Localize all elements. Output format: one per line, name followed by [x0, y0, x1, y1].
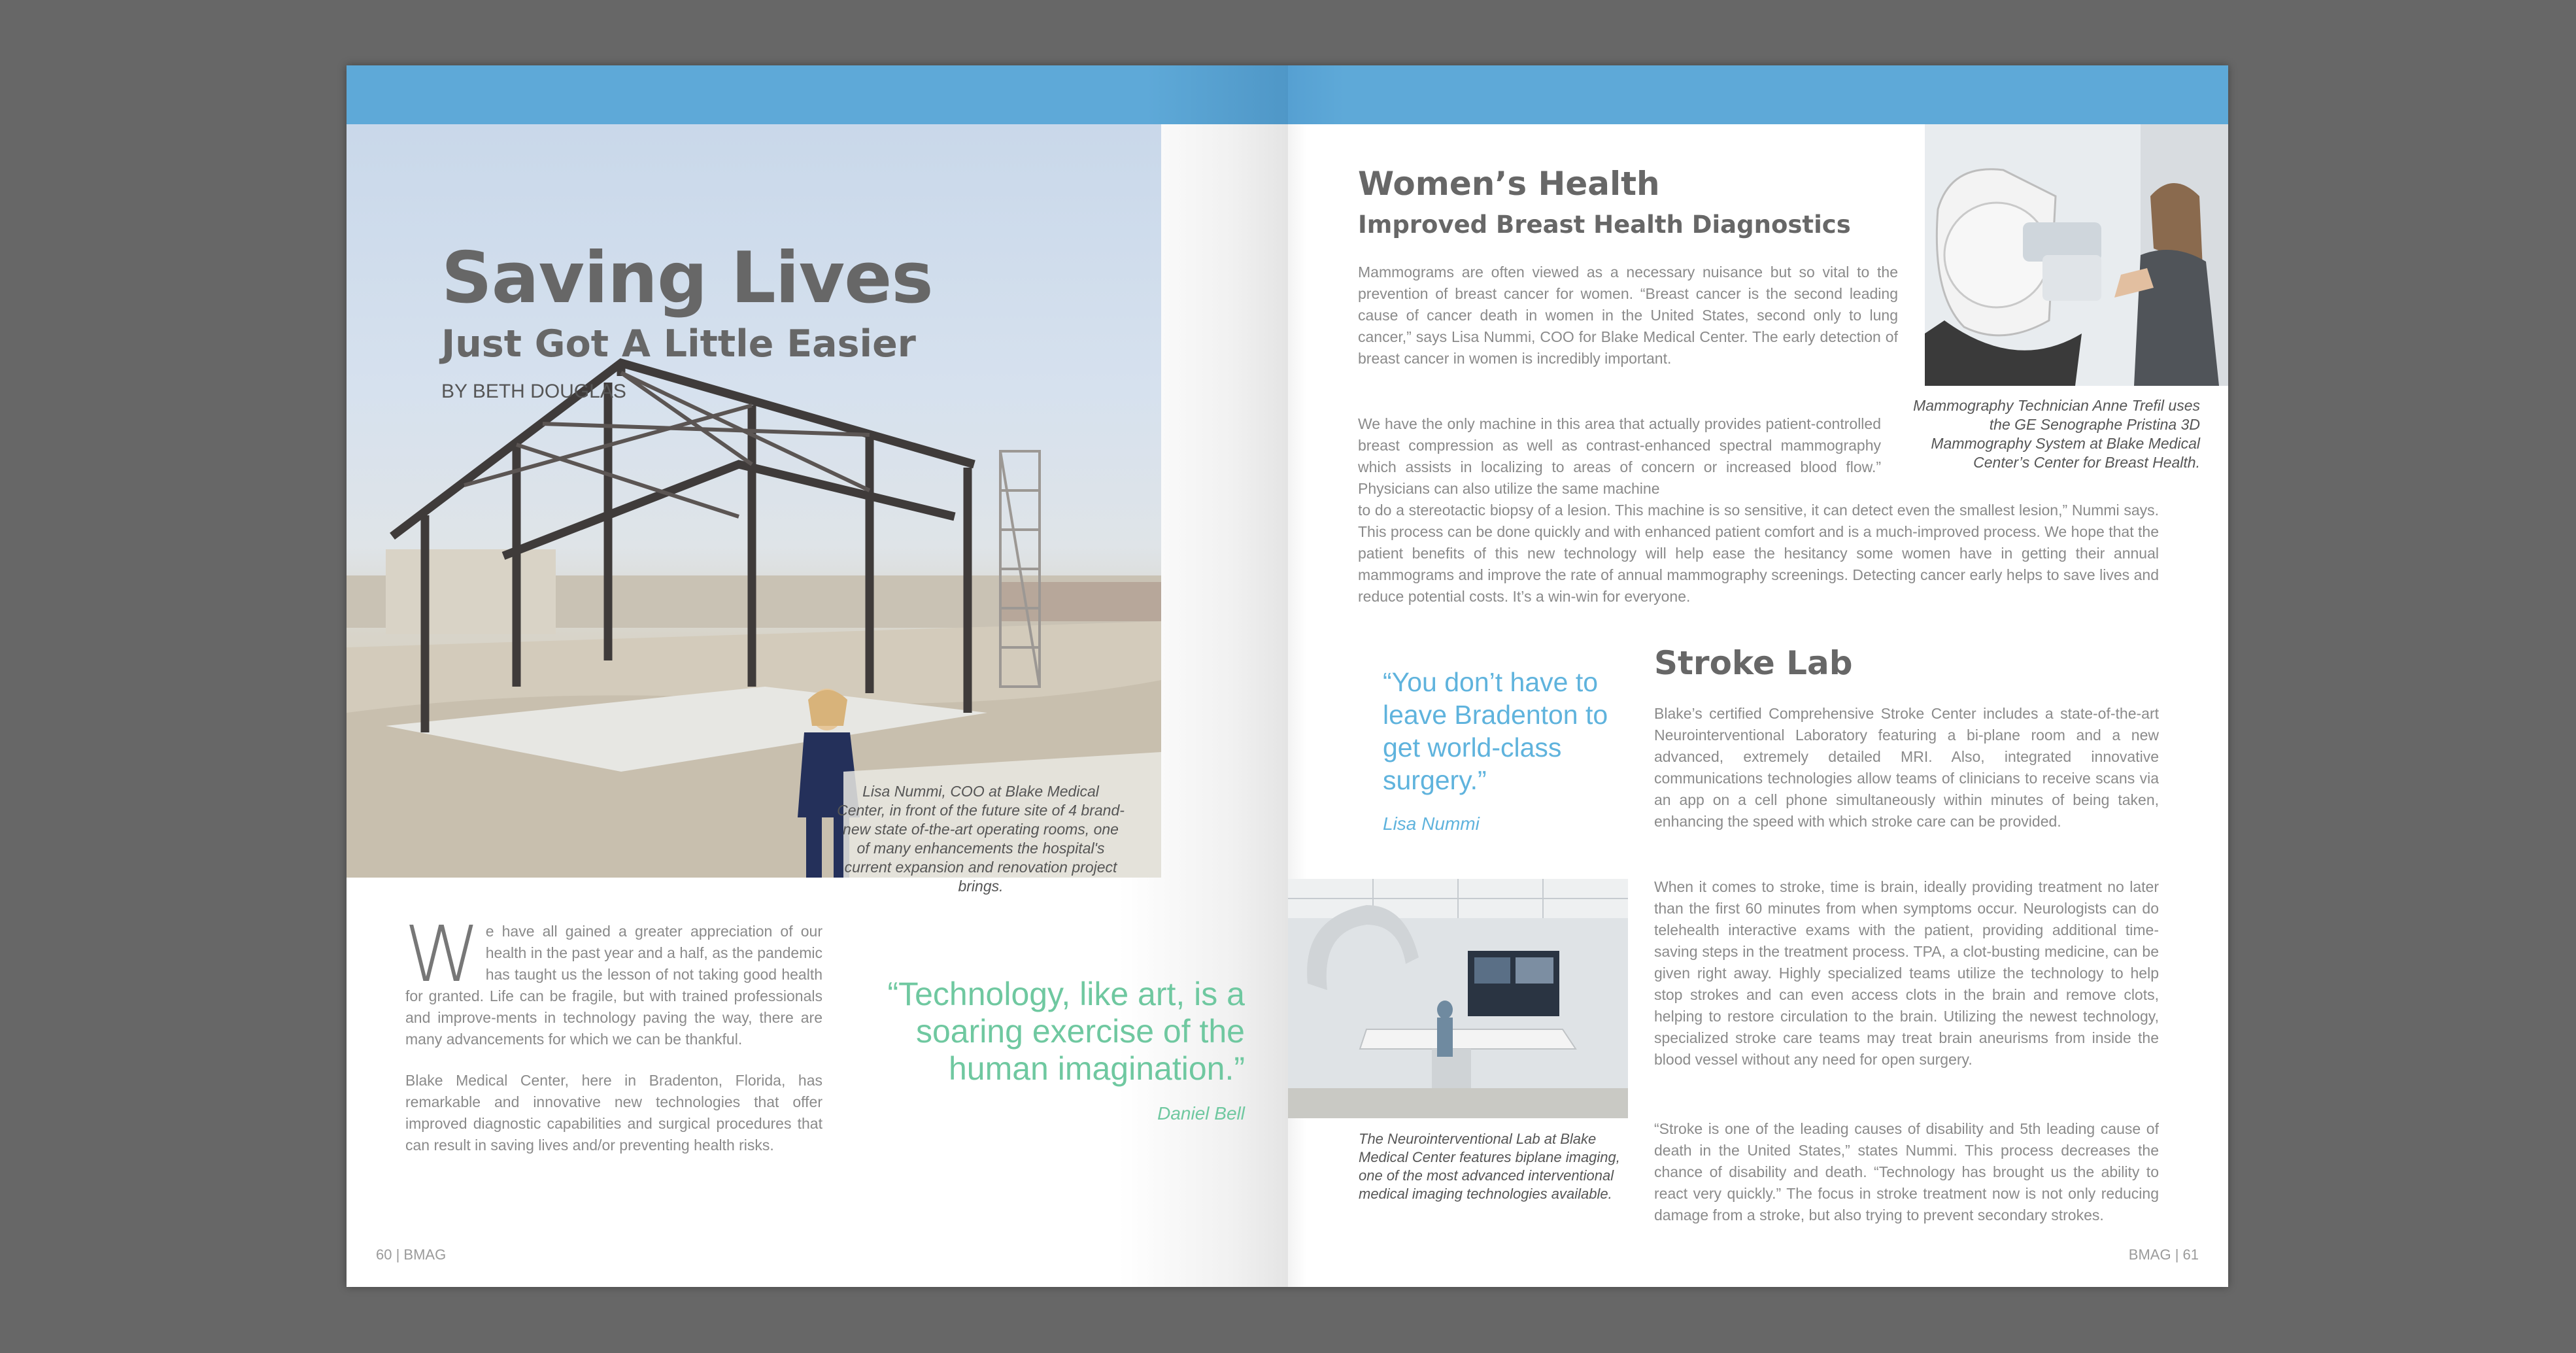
pull-quote-author: Lisa Nummi	[1383, 814, 1480, 834]
womens-health-paragraph-1: Mammograms are often viewed as a necessary nuisance but so vital to the prevention of breast cancer for women. “Breast cancer is the second leading cause of cancer death in women in the United States, second only to lung cancer,” says Lisa Nummi, COO for Blake Medical Center. The early detection of breast cancer in women is incredibly important.	[1358, 264, 1898, 367]
pull-quote	[843, 976, 1245, 1124]
header-bar	[1288, 65, 2228, 124]
mammography-photo	[1925, 124, 2228, 386]
stroke-lab-paragraph-3: “Stroke is one of the leading causes of disability and 5th leading cause of death in the United States,” states Nummi. This process decreases the chance of disability and death. “Technology has brought us the ability to react very quickly.” The focus in stroke treatment now is not only reducing damage from a stroke, but also trying to prevent secondary strokes.	[1654, 1120, 2159, 1224]
drop-cap: W	[404, 909, 481, 999]
neurointerventional-lab-photo	[1288, 879, 1628, 1118]
intro-paragraph-1: e have all gained a greater appreciation of our health in the past year and a half, as the pandemic has taught us the lesson of not taking good health for granted. Life can be fragile, but with trained professionals and improve-ments in technology paving the way, there are many advancements for which we can be thankful.	[405, 923, 822, 1048]
page-folio: BMAG | 61	[2128, 1246, 2199, 1263]
stroke-lab-paragraph-2: When it comes to stroke, time is brain, ideally providing treatment no later than the first 60 minutes from when symptoms occur. Neurologists can do telehealth interactive exams with the patient, providing additional time-saving steps in the treatment process. TPA, a clot-busting medicine, can be given right away. Highly specialized teams utilize the technology to help stop strokes and can even access clots in the brain and remove clots, helping to restore circulation to the brain. Utilizing the newest technology, specialized stroke care teams may treat brain aneurisms from inside the blood vessel without any need for open surgery.	[1654, 878, 2159, 1068]
pull-quote-text: “You don’t have to leave Bradenton to get world-class surgery.”	[1383, 667, 1608, 795]
left-page	[347, 65, 1288, 1287]
stroke-lab-paragraph-1: Blake’s certified Comprehensive Stroke Center includes a state-of-the-art Neurointerventional Laboratory featuring a bi-plane room and a new advanced, extremely detailed MRI. Also, integrated innovative communications technologies allow teams of clinicians to receive scans via an app on a cell phone simultaneously within minutes of being taken, enhancing the speed with which stroke care can be provided.	[1654, 705, 2159, 830]
mammography-illustration	[1925, 124, 2228, 386]
section-subheading: Improved Breast Health Diagnostics	[1358, 211, 1851, 239]
pull-quote-author: Daniel Bell	[1157, 1103, 1245, 1123]
byline: BY BETH DOUGLAS	[441, 381, 626, 402]
article-title: Saving Lives	[441, 237, 933, 319]
neuro-lab-illustration	[1288, 879, 1628, 1118]
womens-health-paragraph-2-continued: to do a stereotactic biopsy of a lesion. This machine is so sensitive, it can detect even the smallest lesion,” Nummi says. This process can be done quickly and with enhanced patient comfort and is a much-improved process. We hope that the patient benefits of this new technology will help ease the hesitancy some women have in getting their annual mammograms and improve the rate of annual mammography screenings. Detecting cancer early helps to save lives and reduce potential costs. It’s a win-win for everyone.	[1358, 502, 2159, 605]
mammography-caption: Mammography Technician Anne Trefil uses the GE Senographe Pristina 3D Mammography System at Blake Medical Center’s Center for Breast Health.	[1913, 397, 2200, 471]
article-subtitle: Just Got A Little Easier	[441, 322, 916, 366]
page-folio: 60 | BMAG	[376, 1246, 447, 1263]
right-page	[1288, 65, 2228, 1287]
pull-quote	[1383, 666, 1618, 834]
intro-text	[404, 909, 822, 1176]
magazine-spread	[347, 65, 2228, 1287]
intro-paragraph-2: Blake Medical Center, here in Bradenton, Florida, has remarkable and innovative new technologies that offer improved diagnostic capabilities and surgical procedures that can result in saving lives and/or preventing health risks.	[405, 1072, 822, 1154]
pull-quote-text: “Technology, like art, is a soaring exercise of the human imagination.”	[887, 976, 1245, 1087]
section-heading-stroke-lab: Stroke Lab	[1654, 644, 1853, 682]
header-bar	[347, 65, 1288, 124]
hero-photo	[347, 124, 1161, 895]
section-heading-womens-health: Women’s Health	[1358, 165, 1660, 203]
womens-health-paragraph-2: We have the only machine in this area that actually provides patient-controlled breast compression as well as contrast-enhanced spectral mammography which assists in localizing to areas of concern or increased blood flow.” Physicians can also utilize the same machine	[1358, 415, 1881, 497]
neuro-lab-caption: The Neurointerventional Lab at Blake Medical Center features biplane imaging, one of the most advanced interventional medical imaging technologies available.	[1359, 1131, 1620, 1202]
hero-caption: Lisa Nummi, COO at Blake Medical Center, in front of the future site of 4 brand-new state of-the-art operating rooms, one of many enhancements the hospital's current expansion and renovation project brings.	[837, 783, 1125, 895]
